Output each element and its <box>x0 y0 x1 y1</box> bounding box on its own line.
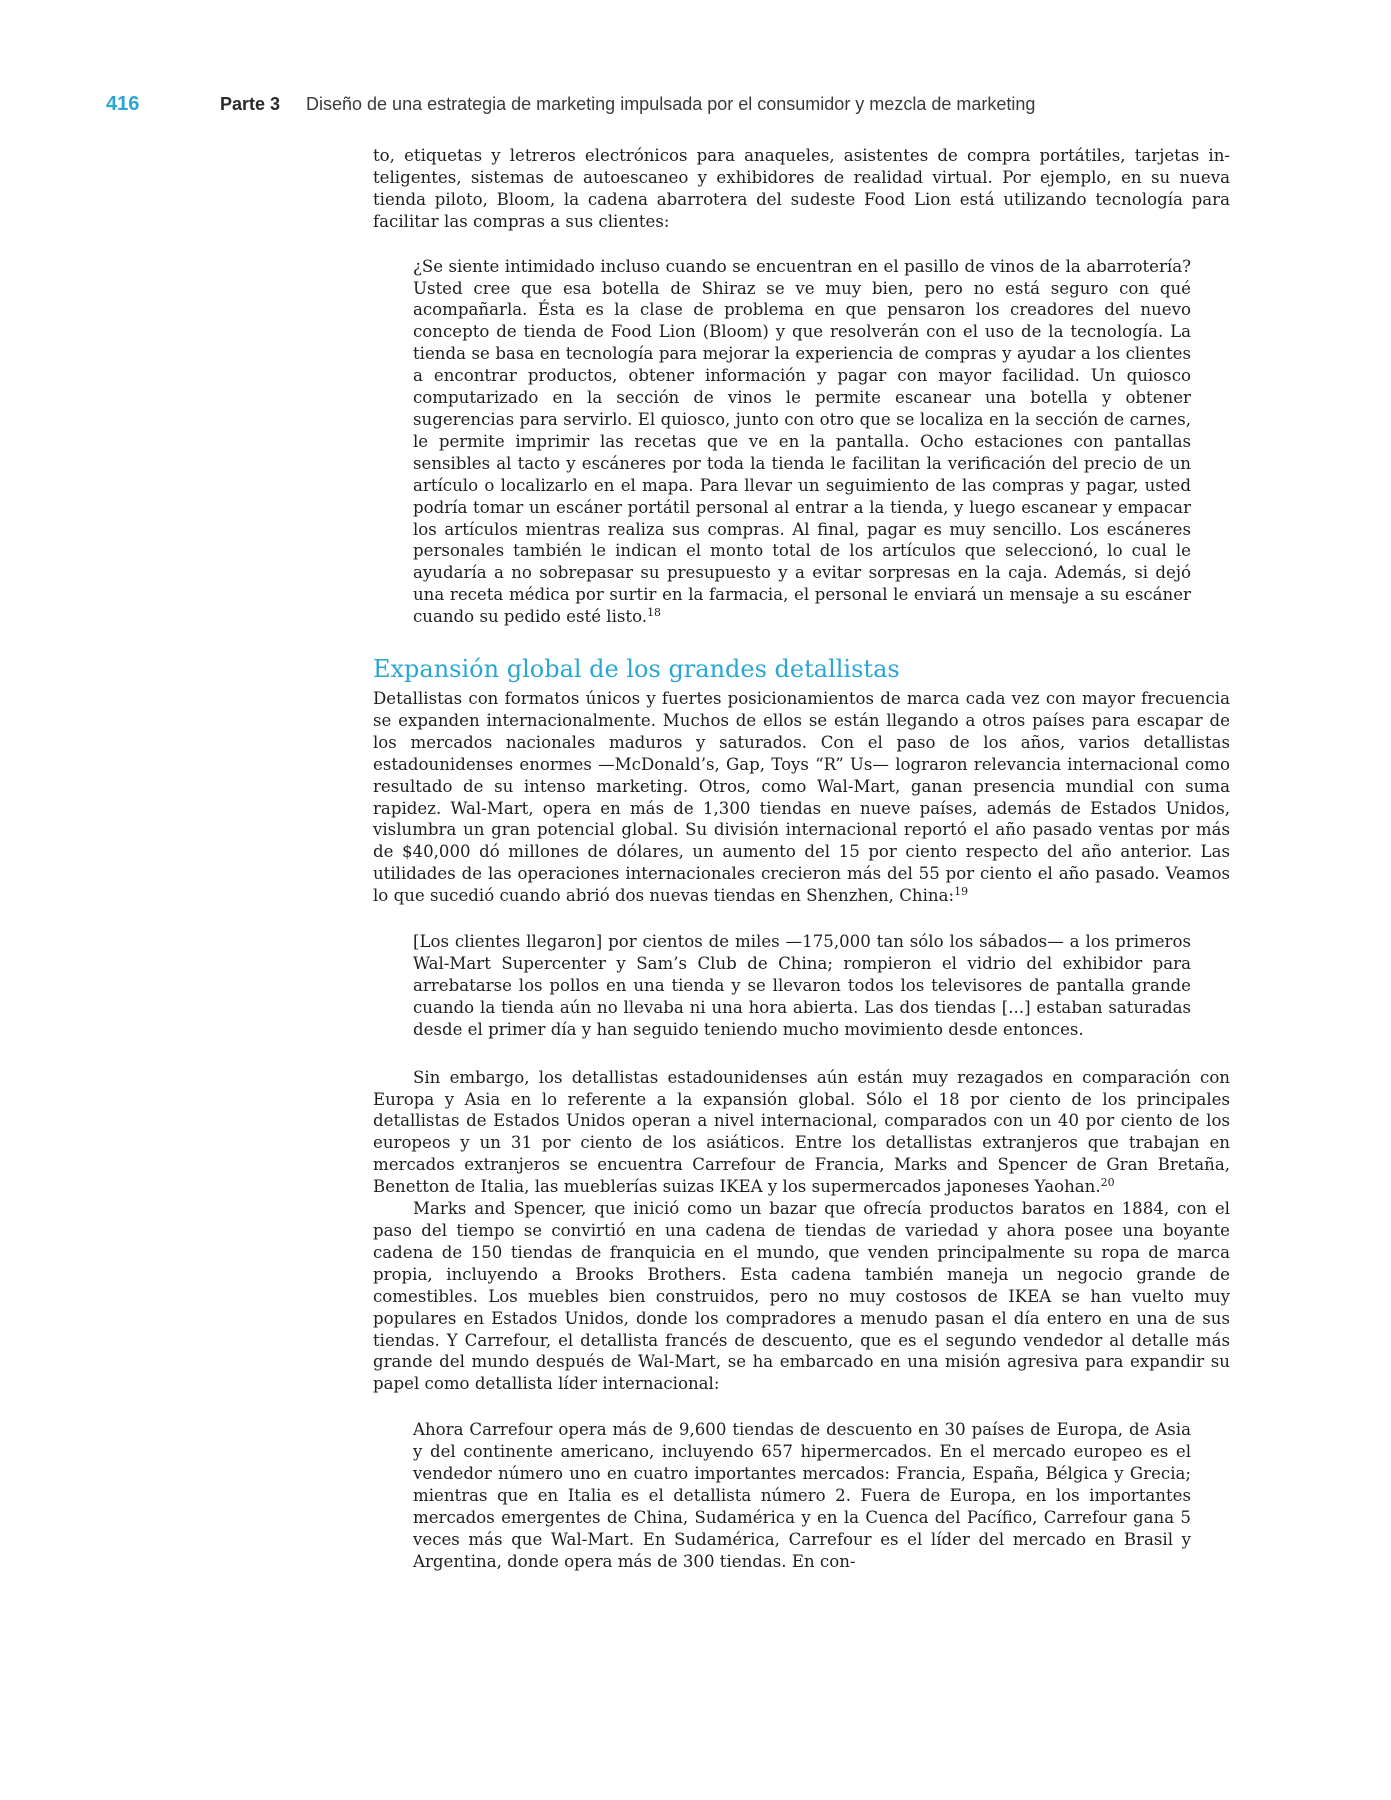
footnote-ref-18: 18 <box>647 606 662 620</box>
block-quote-china-text: [Los clientes llegaron] por cientos de miles —175,000 tan sólo los sábados— a los primeros Wal-Mart Supercenter y Sam’s Club de China; rompieron el vidrio del exhibidor para arrebatarse los pollos en una tienda y se llevaron todos los televisores de pantalla grande cuando la tienda aún no llevaba ni una hora abierta. Las dos tiendas [...] estaban saturadas desde el primer día y han seguido teniendo mucho movimiento desde entonces. <box>413 932 1191 1039</box>
part-label: Parte 3 <box>220 94 281 114</box>
block-quote-bloom-text: ¿Se siente intimidado incluso cuando se encuentran en el pasillo de vinos de la abarrotería? Usted cree que esa botella de Shiraz se ve muy bien, pero no está seguro con qué acompañarla. Ésta es la clase de problema en que pensaron los creadores del nuevo concepto de tienda de Food Lion (Bloom) y que resolverán con el uso de la tecnología. La tienda se basa en tecnología para mejorar la experiencia de compras y ayudar a los clientes a encontrar productos, obtener información y pagar con mayor facilidad. Un quiosco computarizado en la sección de vinos le permite escanear una botella y obtener sugerencias para servirlo. El quiosco, junto con otro que se localiza en la sección de carnes, le permite imprimir las recetas que ve en la pantalla. Ocho estaciones con pantallas sensibles al tacto y escáneres por toda la tienda le facilitan la verificación del precio de un artículo o localizarlo en el mapa. Para llevar un seguimiento de las compras y pagar, usted podría tomar un escáner portátil personal al entrar a la tienda, y luego escanear y empacar los artículos mientras realiza sus compras. Al final, pagar es muy sencillo. Los escáneres personales también le indican el monto total de los artículos que seleccionó, lo cual le ayudaría a no sobrepasar su presupuesto y a evitar sorpresas en la caja. Además, si dejó una receta médica por surtir en la farmacia, el personal le enviará un mensaje a su escáner cuando su pedido esté listo. <box>413 256 1191 627</box>
paragraph-marks-spencer-text: Marks and Spencer, que inició como un bazar que ofrecía productos baratos en 1884, con el paso del tiempo se convirtió en una cadena de tiendas de variedad y ahora posee una boyante cadena de 150 tiendas de franquicia en el mundo, que venden principalmente su ropa de marca propia, incluyendo a Brooks Brothers. Esta cadena también maneja un negocio grande de comestibles. Los muebles bien construidos, pero no muy costosos de IKEA se han vuelto muy populares en Estados Unidos, donde los compradores a menudo pasan el día entero en una de sus tiendas. Y Carrefour, el detallista francés de descuento, que es el segundo vendedor al detalle más grande del mundo después de Wal-Mart, se ha embarcado en una misión agresiva para expandir su papel como detallista líder internacional: <box>373 1199 1230 1394</box>
page-number: 416 <box>106 93 140 115</box>
footnote-ref-19: 19 <box>954 885 969 899</box>
paragraph-us-lag <box>373 1067 1230 1198</box>
paragraph-global-expansion <box>373 688 1230 907</box>
block-quote-china <box>413 931 1191 1041</box>
page-body <box>373 145 1230 1573</box>
footnote-ref-20: 20 <box>1100 1176 1115 1190</box>
section-heading: Expansión global de los grandes detallistas <box>373 655 900 684</box>
paragraph-intro-text: to, etiquetas y letreros electrónicos para anaqueles, asistentes de compra portátiles, tarjetas inteligentes, sistemas de autoescaneo y exhibidores de realidad virtual. Por ejemplo, en su nueva tienda piloto, Bloom, la cadena abarrotera del sudeste Food Lion está utilizando tecnología para facilitar las compras a sus clientes: <box>373 146 1230 231</box>
paragraph-us-lag-text: Sin embargo, los detallistas estadounidenses aún están muy rezagados en comparación con Europa y Asia en lo referente a la expansión global. Sólo el 18 por ciento de los principales detallistas de Estados Unidos operan a nivel internacional, comparados con un 40 por ciento de los europeos y un 31 por ciento de los asiáticos. Entre los detallistas extranjeros que trabajan en mercados extranjeros se encuentra Carrefour de Francia, Marks and Spencer de Gran Bretaña, Benetton de Italia, las mueblerías suizas IKEA y los supermercados japoneses Yaohan. <box>373 1067 1230 1197</box>
paragraph-intro <box>373 145 1230 233</box>
paragraph-global-expansion-text: Detallistas con formatos únicos y fuertes posicionamientos de marca cada vez con mayor frecuencia se expanden internacionalmente. Muchos de ellos se están llegando a otros países para escapar de los mercados nacionales maduros y saturados. Con el paso de los años, varios detallistas estadounidenses enormes —McDonald’s, Gap, Toys “R” Us— lograron relevancia internacional como resultado de su intenso marketing. Otros, como Wal-Mart, ganan presencia mundial con suma rapidez. Wal-Mart, opera en más de 1,300 tiendas en nueve países, además de Estados Unidos, vislumbra un gran potencial global. Su división internacional reportó el año pasado ventas por más de $40,000 dó millones de dólares, un aumento del 15 por ciento respecto del año anterior. Las utilidades de las operaciones internacionales crecieron más del 55 por ciento el año pasado. Veamos lo que sucedió cuando abrió dos nuevas tiendas en Shenzhen, China: <box>373 689 1230 906</box>
block-quote-carrefour <box>413 1419 1191 1572</box>
block-quote-carrefour-text: Ahora Carrefour opera más de 9,600 tiendas de descuento en 30 países de Europa, de Asia y del continente americano, incluyendo 657 hipermercados. En el mercado europeo es el vendedor número uno en cuatro importantes mercados: Francia, España, Bélgica y Grecia; mientras que en Italia es el detallista número 2. Fuera de Europa, en los importantes mercados emergentes de China, Sudamérica y en la Cuenca del Pacífico, Carrefour gana 5 veces más que Wal-Mart. En Sudamérica, Carrefour es el líder del mercado en Brasil y Argentina, donde opera más de 300 tiendas. En con- <box>413 1420 1191 1571</box>
paragraph-marks-spencer <box>373 1198 1230 1395</box>
block-quote-bloom <box>413 256 1191 628</box>
part-title: Diseño de una estrategia de marketing impulsada por el consumidor y mezcla de marketing <box>306 94 1036 114</box>
running-header <box>106 93 1286 121</box>
